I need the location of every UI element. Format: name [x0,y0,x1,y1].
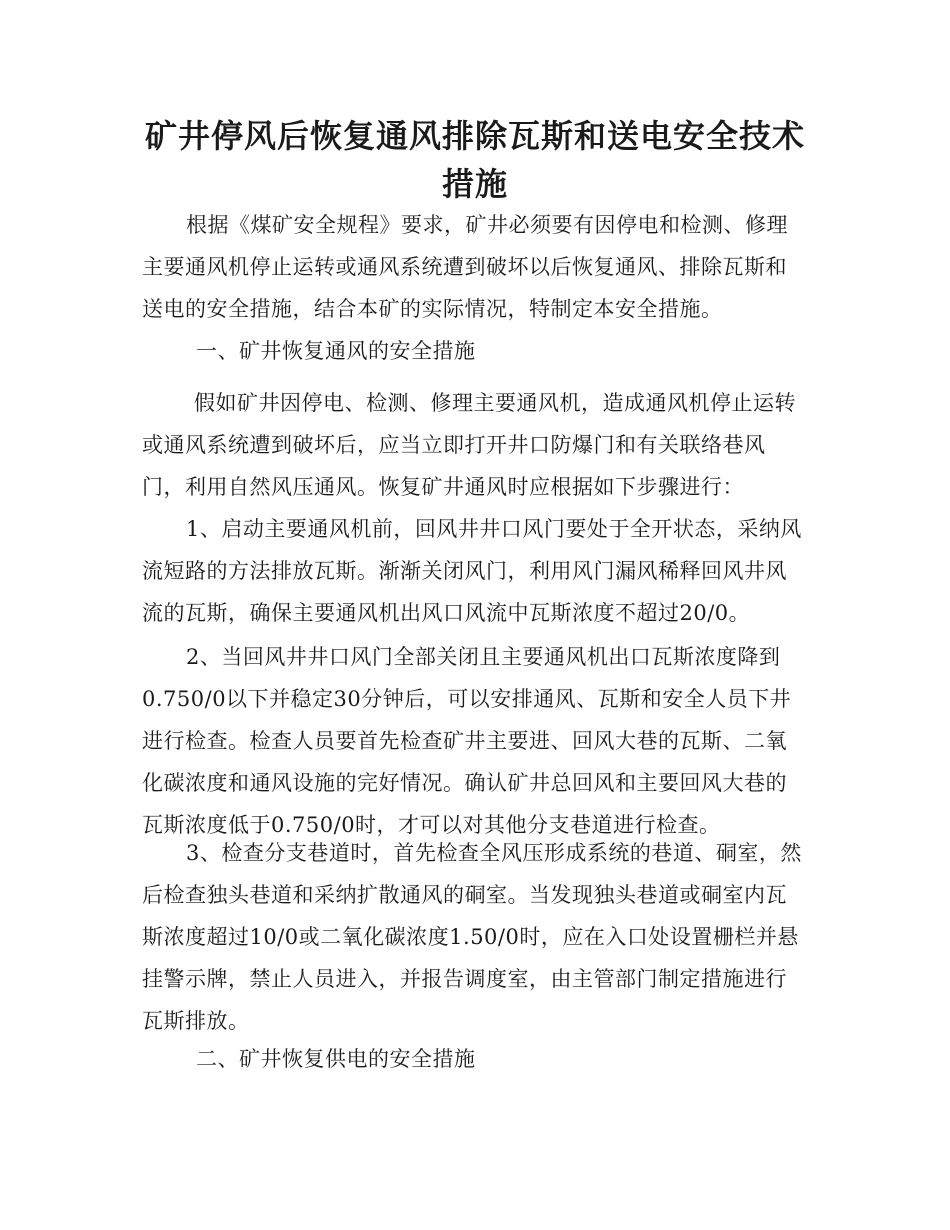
ventilation-intro-paragraph: 假如矿井因停电、检测、修理主要通风机，造成通风机停止运转或通风系统遭到破坏后，应当立即打开井口防爆门和有关联络巷风门，利用自然风压通风。恢复矿井通风时应根据如下步骤进行： [142,391,796,499]
document-title: 矿井停风后恢复通风排除瓦斯和送电安全技术措施 [144,117,805,203]
intro-paragraph: 根据《煤矿安全规程》要求，矿井必须要有因停电和检测、修理主要通风机停止运转或通风系统遭到破坏以后恢复通风、排除瓦斯和送电的安全措施，结合本矿的实际情况，特制定本安全措施。 [142,213,788,321]
section-heading-power-supply: 二、矿井恢复供电的安全措施 [196,1047,476,1071]
step-2-paragraph: 2、当回风井井口风门全部关闭且主要通风机出口瓦斯浓度降到0.750/0以下并稳定30分钟后，可以安排通风、瓦斯和安全人员下井进行检查。检查人员要首先检查矿井主要进、回风大巷的瓦斯、二氧化碳浓度和通风设施的完好情况。确认矿井总回风和主要回风大巷的瓦斯浓度低于0.750/0时，才可以对其他分支巷道进行检查。 [142,645,792,837]
step-1-paragraph: 1、启动主要通风机前，回风井井口风门要处于全开状态，采纳风流短路的方法排放瓦斯。渐渐关闭风门，利用风门漏风稀释回风井风流的瓦斯，确保主要通风机出风口风流中瓦斯浓度不超过20/0。 [142,517,802,625]
section-heading-ventilation: 一、矿井恢复通风的安全措施 [196,339,476,363]
step-3-paragraph: 3、检查分支巷道时，首先检查全风压形成系统的巷道、硐室，然后检查独头巷道和采纳扩散通风的硐室。当发现独头巷道或硐室内瓦斯浓度超过10/0或二氧化碳浓度1.50/0时，应在入口处设置栅栏并悬挂警示牌，禁止人员进入，并报告调度室，由主管部门制定措施进行瓦斯排放。 [142,841,802,1033]
